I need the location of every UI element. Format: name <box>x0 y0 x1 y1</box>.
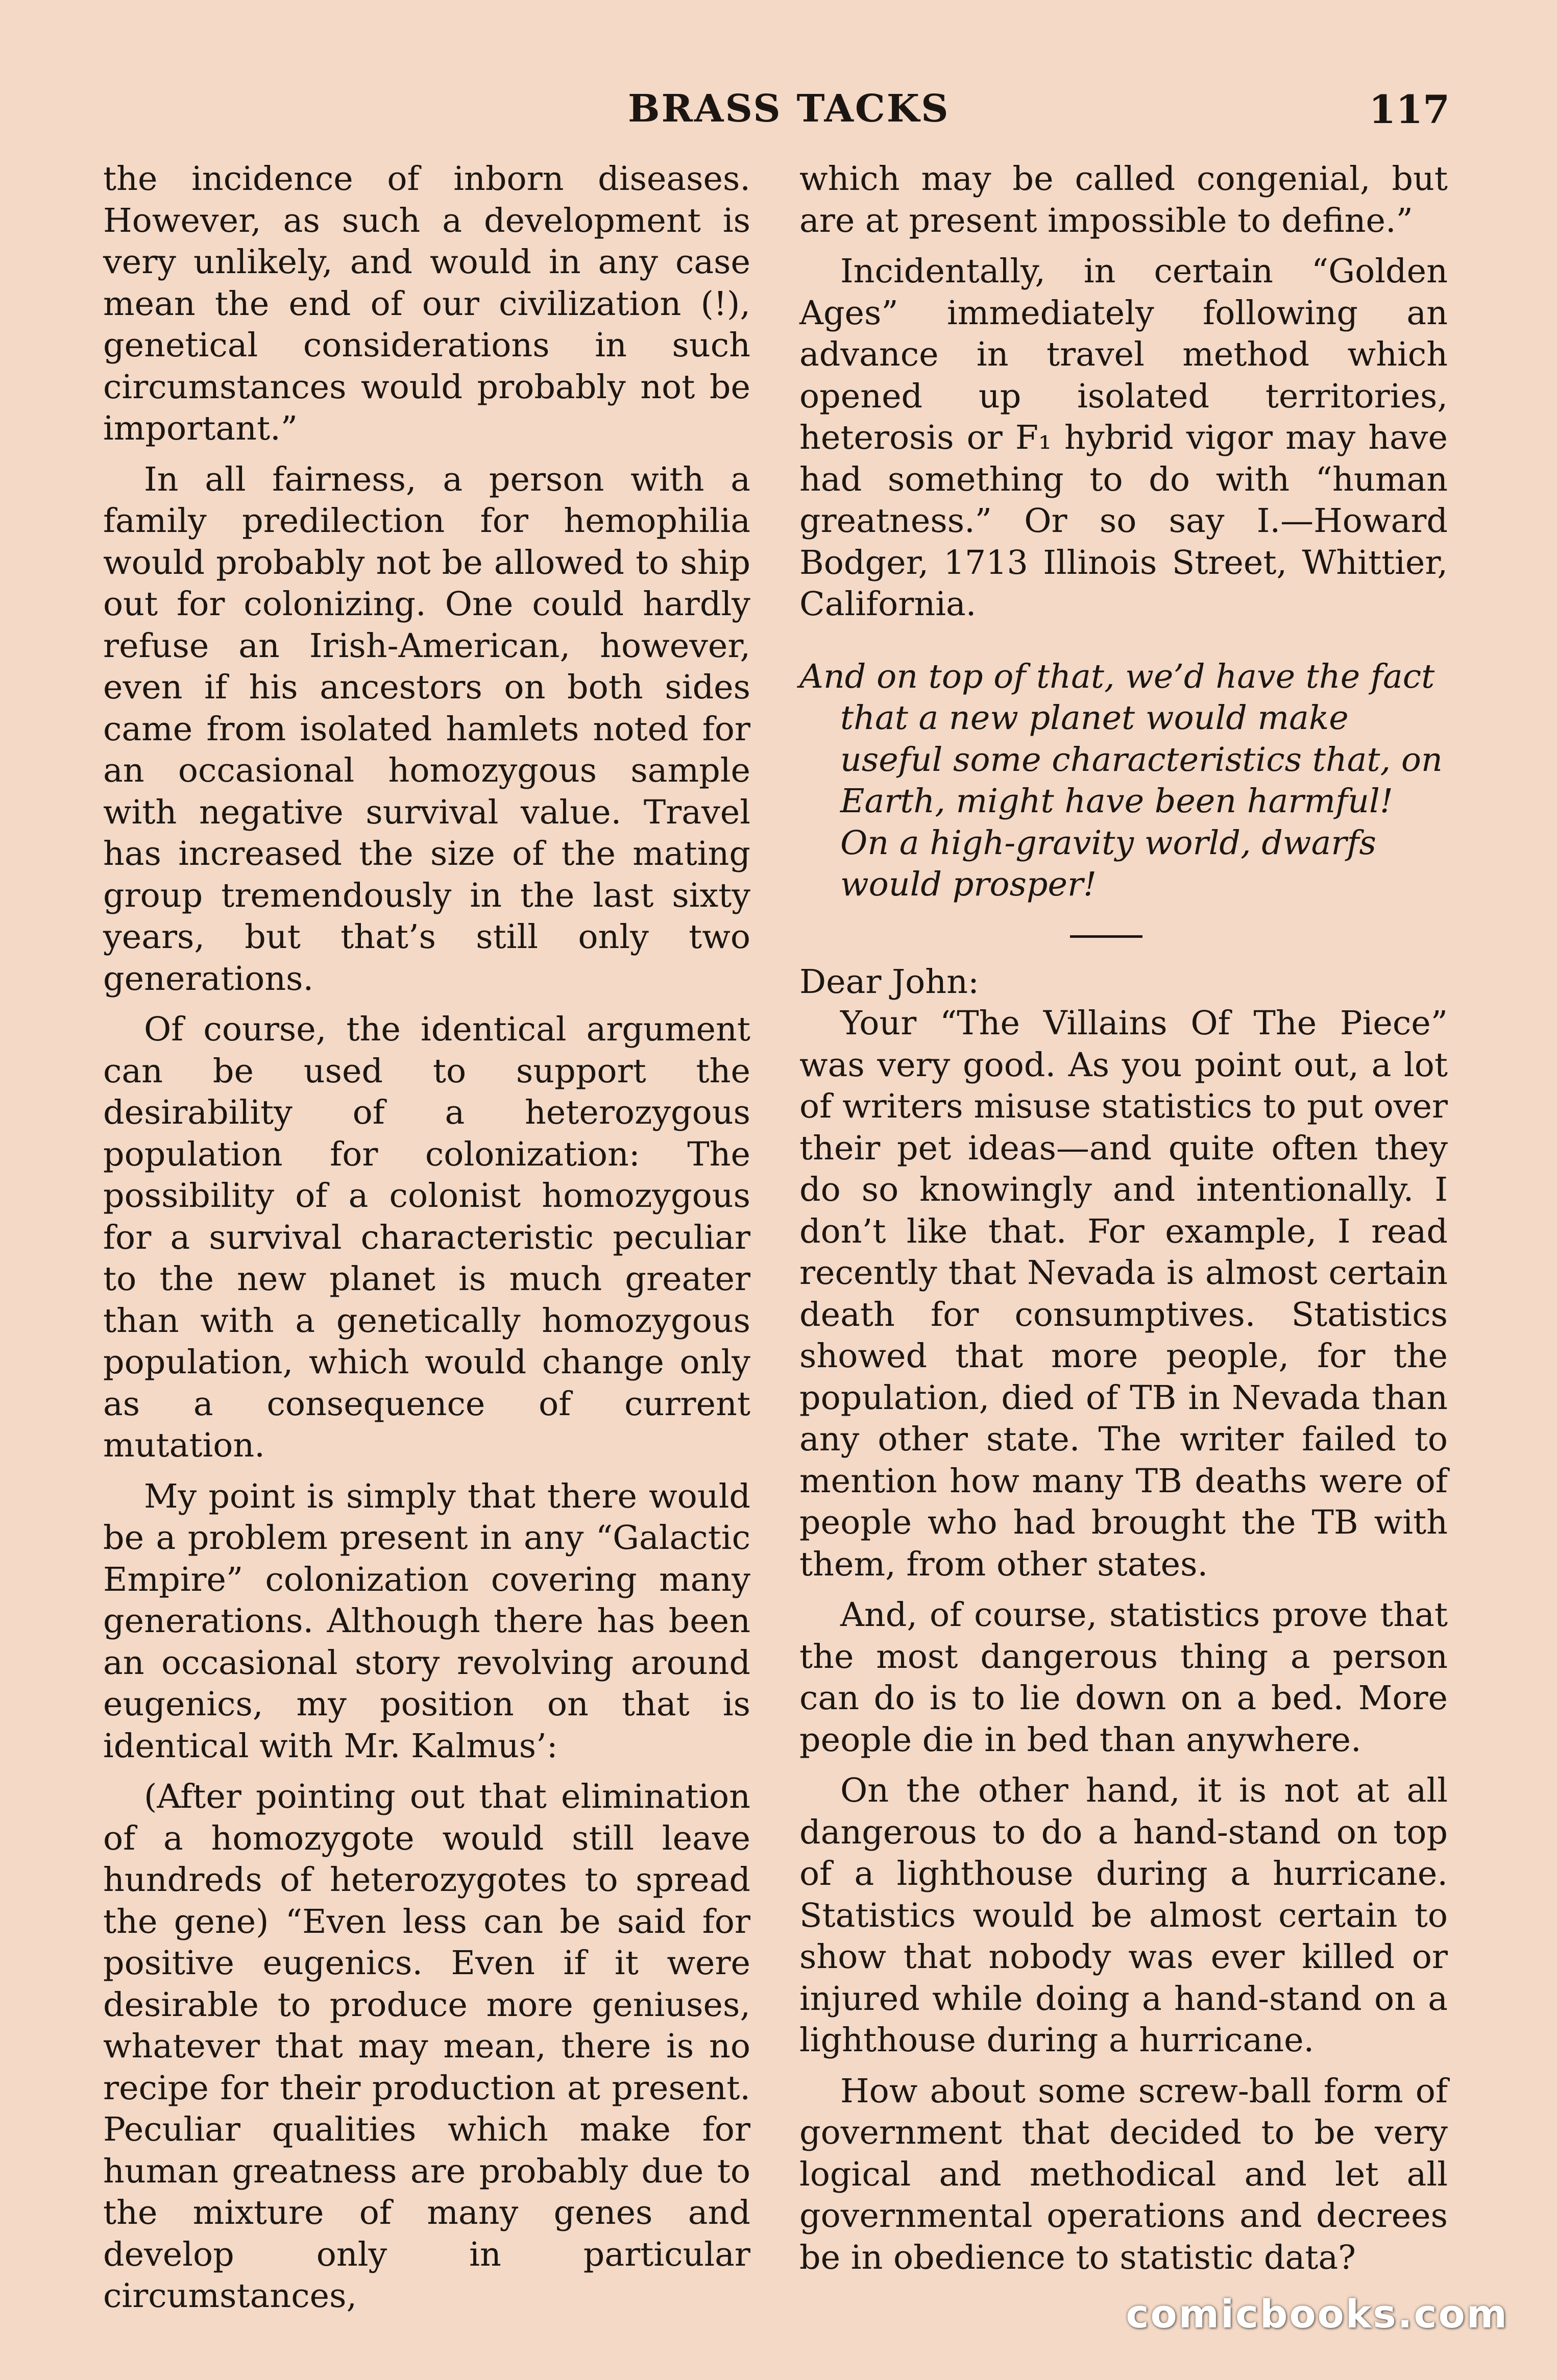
right-column <box>799 158 1448 2288</box>
page-header <box>0 87 1557 143</box>
left-column <box>103 158 750 2326</box>
right-paragraph-2: Incidentally, in certain “Golden Ages” immediately following an advance in travel method which opened up isolated territories, heterosis or F₁ hybrid vigor may have had something to do with “human greatness.” Or so say I.—Howard Bodger, 1713 Illinois Street, Whittier, California. <box>799 252 1448 623</box>
right-paragraph-5: On the other hand, it is not at all dangerous to do a hand-stand on top of a lighthouse during a hurricane. Statistics would be almost certain to show that nobody was ever killed or injured while doing a hand-stand on a lighthouse during a hurricane. <box>799 1771 1448 2059</box>
section-divider <box>1070 935 1142 938</box>
left-paragraph-3: Of course, the identical argument can be used to support the desirability of a heterozygous population for colonization: The possibility of a colonist homozygous for a survival characteristic peculiar to the new planet is much greater than with a genetically homozygous population, which would change only as a consequence of current mutation. <box>103 1010 750 1465</box>
right-paragraph-3: Your “The Villains Of The Piece” was very good. As you point out, a lot of writers misuse statistics to put over their pet ideas—and quite often they do so knowingly and intentionally. I don’t like that. For example, I read recently that Nevada is almost certain death for consumptives. Statistics showed that more people, for the population, died of TB in Nevada than any other state. The writer failed to mention how many TB deaths were of people who had brought the TB with them, from other states. <box>799 1004 1448 1584</box>
right-paragraph-6: How about some screw-ball form of government that decided to be very logical and methodical and let all governmental operations and decrees be in obedience to statistic data? <box>799 2072 1448 2277</box>
salutation: Dear John: <box>799 962 979 1001</box>
left-paragraph-4: My point is simply that there would be a problem present in any “Galactic Empire” colonization covering many generations. Although there has been an occasional story revolving around eugenics, my position on that is identical with Mr. Kalmus’: <box>103 1477 750 1765</box>
left-paragraph-5: (After pointing out that elimination of a homozygote would still leave hundreds of heterozygotes to spread the gene) “Even less can be said for positive eugenics. Even if it were desirable to produce more geniuses, whatever that may mean, there is no recipe for their production at present. Peculiar qualities which make for human greatness are probably due to the mixture of many genes and develop only in particular circumstances, <box>103 1778 750 2315</box>
left-paragraph-2: In all fairness, a person with a family predilection for hemophilia would probably not be allowed to ship out for colonizing. One could hardly refuse an Irish-American, however, even if his ancestors on both sides came from isolated hamlets noted for an occasional homozygous sample with negative survival value. Travel has increased the size of the mating group tremendously in the last sixty years, but that’s still only two generations. <box>103 460 750 998</box>
watermark-logo: comicbooks.com <box>1126 2291 1509 2337</box>
running-title: BRASS TACKS <box>628 87 950 131</box>
right-paragraph-1: which may be called congenial, but are at present impossible to define.” <box>799 160 1448 240</box>
editor-reply-text: And on top of that, we’d have the fact that a new planet would make useful some characteristics that, on Earth, might have been harmful! On a high-gravity world, dwarfs would prosper! <box>799 657 1443 904</box>
right-paragraph-4: And, of course, statistics prove that the most dangerous thing a person can do is to lie down on a bed. More people die in bed than anywhere. <box>799 1596 1448 1759</box>
editor-reply <box>799 656 1448 906</box>
left-paragraph-1: the incidence of inborn diseases. However, as such a development is very unlikely, and would in any case mean the end of our civilization (!), genetical considerations in such circumstances would probably not be important.” <box>103 160 750 448</box>
page-number: 117 <box>1369 87 1450 132</box>
